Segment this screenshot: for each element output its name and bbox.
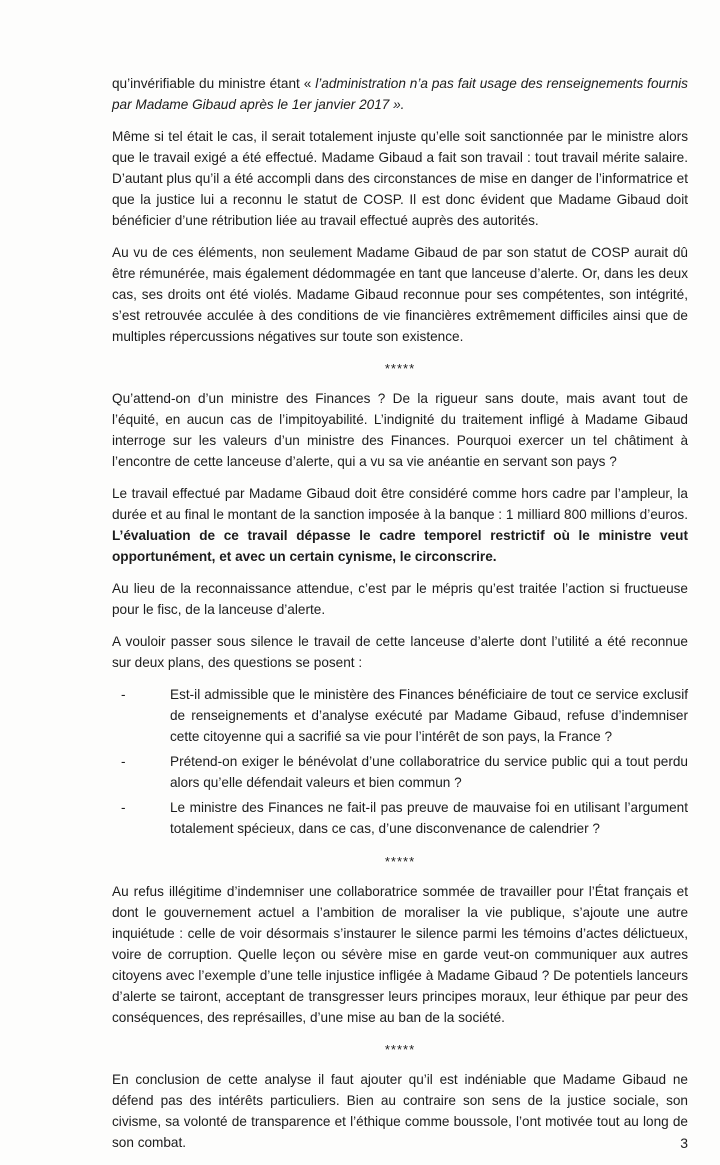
section-separator: ***** [384, 1042, 416, 1057]
list-item-text: Prétend-on exiger le bénévolat d’une collaboratrice du service public qui a tout perdu alors qu’elle défendait valeurs et bien commun ? [170, 754, 688, 790]
list-dash: - [121, 754, 126, 769]
paragraph-minister-question: Qu’attend-on d’un ministre des Finances ? De la rigueur sans doute, mais avant tout de l’équité, en aucun cas de l’impitoyabilité. L’indignité du traitement infligé à Madame Gibaud interroge sur les valeurs d’un ministre des Finances. Pourquoi exercer un tel châtiment à l’encontre de cette lanceuse d’alerte, qui a vu sa vie anéantie en servant son pays ? [112, 391, 688, 469]
list-item [121, 797, 688, 839]
paragraph-sanction-amount [112, 483, 688, 567]
paragraph-contempt: Au lieu de la reconnaissance attendue, c’est par le mépris qu’est traitée l’action si fructueuse pour le fisc, de la lanceuse d’alerte. [112, 581, 688, 617]
paragraph-silence-concern: Au refus illégitime d’indemniser une collaboratrice sommée de travailler pour l’État français et dont le gouvernement actuel a l’ambition de moraliser la vie publique, s’ajoute une autre inquiétude : celle de voir désormais s’instaurer le silence parmi les témoins d’actes délictueux, voire de corruption. Quelle leçon ou sévère mise en garde veut-on communiquer aux autres citoyens avec l’exemple d’une telle injustice infligée à Madame Gibaud ? De potentiels lanceurs d’alerte se tairont, acceptant de transgresser leurs principes moraux, leur éthique par peur des conséquences, des représailles, d’une mise au ban de la société. [112, 884, 688, 1025]
list-dash: - [121, 687, 126, 702]
paragraph-conclusion: En conclusion de cette analyse il faut ajouter qu’il est indéniable que Madame Gibaud ne défend pas des intérêts particuliers. Bien au contraire son sens de la justice sociale, son civisme, sa volonté de transparence et l’éthique comme boussole, l’ont motivée tout au long de son combat. [112, 1072, 688, 1150]
questions-list [112, 684, 688, 839]
document-body [112, 73, 688, 1164]
list-item-text: Est-il admissible que le ministère des Finances bénéficiaire de tout ce service exclusif de renseignements et d’analyse exécuté par Madame Gibaud, refuse d’indemniser cette citoyenne qui a sacrifié sa vie pour l’intérêt de son pays, la France ? [170, 687, 688, 744]
paragraph-ministry-claim-text: qu’invérifiable du ministre étant « [112, 76, 316, 91]
list-item [121, 751, 688, 793]
paragraph-ministry-claim [112, 73, 688, 115]
paragraph-sanction-amount-text: Le travail effectué par Madame Gibaud doit être considéré comme hors cadre par l’ampleur, la durée et au final le montant de la sanction imposée à la banque : 1 milliard 800 millions d’euros. [112, 486, 688, 522]
page-number: 3 [680, 1135, 688, 1151]
section-separator: ***** [384, 854, 416, 869]
section-separator: ***** [384, 361, 416, 376]
bold-evaluation-statement: L’évaluation de ce travail dépasse le cadre temporel restrictif où le ministre veut opportunément, et avec un certain cynisme, le circonscrire. [112, 528, 688, 564]
list-item [121, 684, 688, 747]
paragraph-injustice: Même si tel était le cas, il serait totalement injuste qu’elle soit sanctionnée par le ministre alors que le travail exigé a été effectué. Madame Gibaud a fait son travail : tout travail mérite salaire. D’autant plus qu’il a été accompli dans des circonstances de mise en danger de l’informatrice et que la justice lui a reconnu le statut de COSP. Il est donc évident que Madame Gibaud doit bénéficier d’une rétribution liée au travail effectué auprès des autorités. [112, 129, 688, 228]
list-dash: - [121, 800, 126, 815]
paragraph-cosp-status: Au vu de ces éléments, non seulement Madame Gibaud de par son statut de COSP aurait dû être rémunérée, mais également dédommagée en tant que lanceuse d’alerte. Or, dans les deux cas, ses droits ont été violés. Madame Gibaud reconnue pour ses compétentes, son intégrité, s’est retrouvée acculée à des conditions de vie financières extrêmement difficiles ainsi que de multiples répercussions négatives sur toute son existence. [112, 245, 688, 344]
quoted-administration-statement: l’administration n’a pas fait usage des renseignements fournis par Madame Gibaud après le 1er janvier 2017 ». [112, 76, 688, 112]
paragraph-questions-intro: A vouloir passer sous silence le travail de cette lanceuse d’alerte dont l’utilité a été reconnue sur deux plans, des questions se posent : [112, 634, 688, 670]
list-item-text: Le ministre des Finances ne fait-il pas preuve de mauvaise foi en utilisant l’argument totalement spécieux, dans ce cas, d’une disconvenance de calendrier ? [170, 800, 688, 836]
